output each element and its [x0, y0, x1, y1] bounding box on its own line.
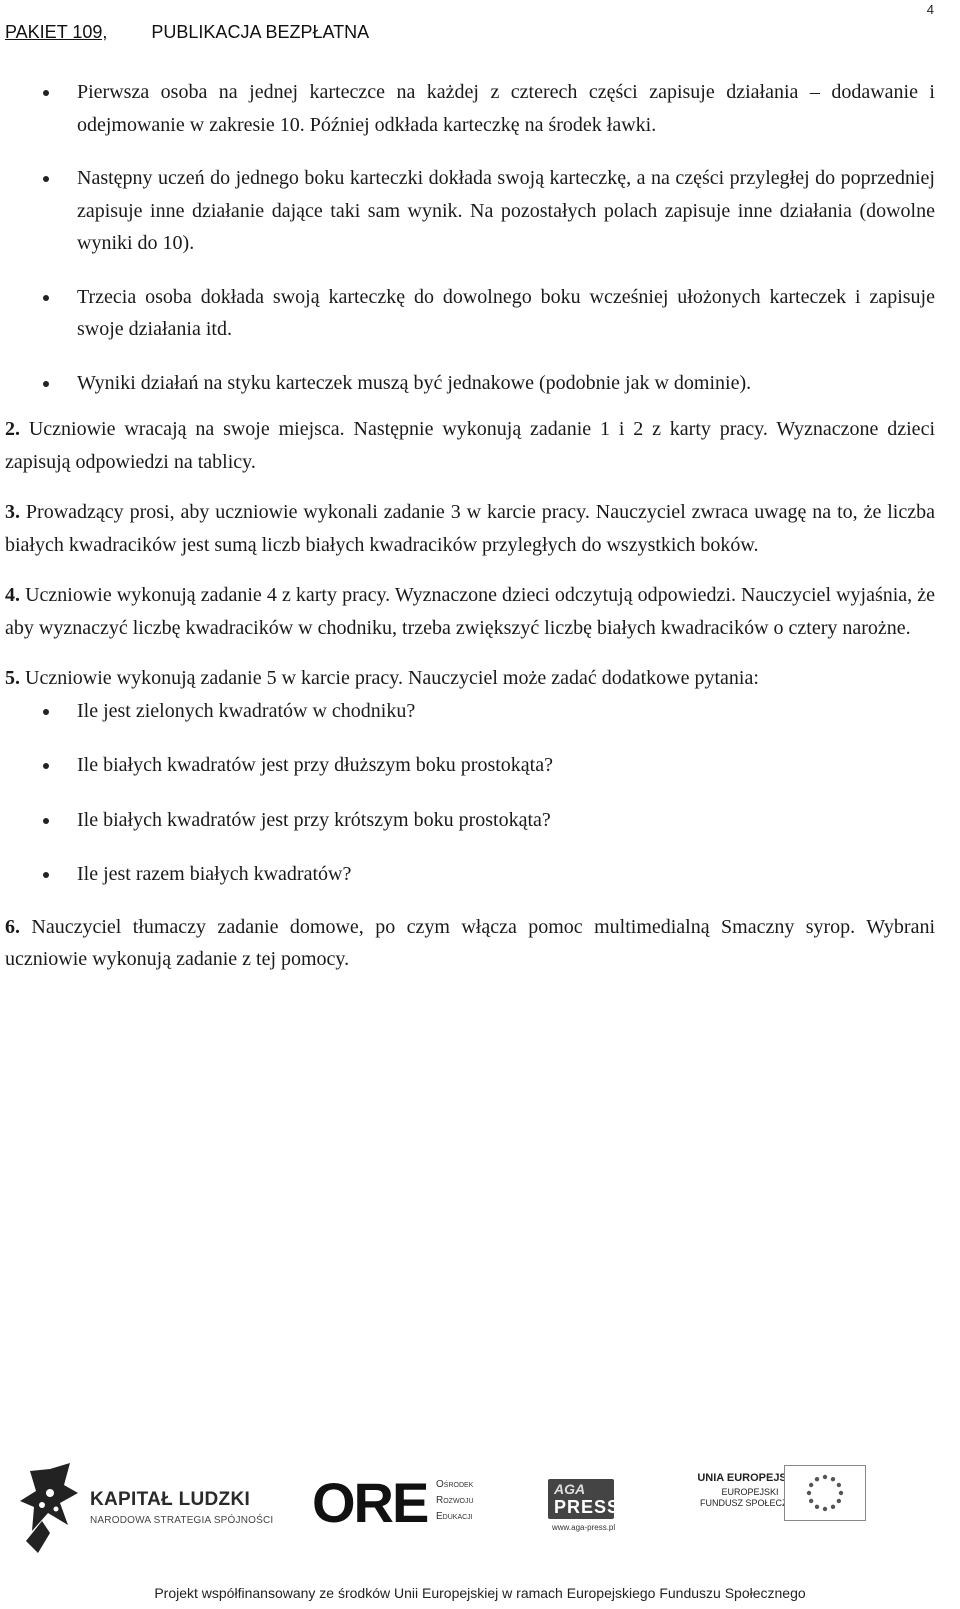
ore-line: Edukacji [436, 1511, 473, 1522]
list-item: Pierwsza osoba na jednej karteczce na każdej z czterech części zapisuje działania – dodawanie i odejmowanie w zakresie 10. Później odkłada karteczkę na środek ławki. [5, 76, 935, 141]
eu-star [809, 1499, 813, 1503]
footer-note: Projekt współfinansowany ze środków Unii Europejskiej w ramach Europejskiego Funduszu Społecznego [154, 1585, 806, 1601]
eu-star [815, 1477, 819, 1481]
eu-star [809, 1483, 813, 1487]
step-number: 5. [5, 667, 20, 689]
eu-flag-icon [784, 1465, 866, 1521]
step-text: Uczniowie wykonują zadanie 4 z karty pracy. Wyznaczone dzieci odczytują odpowiedzi. Nauczyciel wyjaśnia, że aby wyznaczyć liczbę kwadracików w chodniku, trzeba zwiększyć liczbę białych kwadracików o cztery narożne. [5, 584, 935, 639]
step-paragraph [5, 579, 935, 644]
page-number: 4 [926, 2, 934, 17]
ore-subtitle [436, 1477, 474, 1525]
eu-title: UNIA EUROPEJSKA [697, 1472, 803, 1484]
eu-star [839, 1491, 843, 1495]
questions-list [5, 695, 935, 891]
step-paragraph [5, 496, 935, 561]
eu-star [837, 1499, 841, 1503]
step-text: Prowadzący prosi, aby uczniowie wykonali zadanie 3 w karcie pracy. Nauczyciel zwraca uwagę na to, że liczba białych kwadracików jest sumą liczb białych kwadracików przyległych do wszystkich boków. [5, 501, 935, 556]
kapital-ludzki-title: KAPITAŁ LUDZKI [90, 1489, 251, 1510]
aga-mark: AGA [554, 1481, 586, 1497]
list-item: Ile białych kwadratów jest przy dłuższym boku prostokąta? [5, 749, 935, 782]
ore-logo [312, 1473, 492, 1543]
eu-star [807, 1491, 811, 1495]
ore-logo-text: ORE [312, 1471, 428, 1534]
document-body [5, 76, 935, 994]
kapital-ludzki-subtitle: NARODOWA STRATEGIA SPÓJNOŚCI [90, 1515, 274, 1526]
eu-star [831, 1477, 835, 1481]
list-item: Trzecia osoba dokłada swoją karteczkę do dowolnego boku wcześniej ułożonych karteczek i zapisuje swoje działania itd. [5, 281, 935, 346]
step-paragraph [5, 662, 935, 695]
list-item: Ile jest razem białych kwadratów? [5, 858, 935, 891]
kapital-ludzki-emblem-icon [20, 1463, 82, 1553]
aga-press-logo [548, 1479, 621, 1549]
eu-star [823, 1475, 827, 1479]
step-number: 2. [5, 418, 20, 440]
step-text: Nauczyciel tłumaczy zadanie domowe, po czym włącza pomoc multimedialną Smaczny syrop. Wybrani uczniowie wykonują zadanie z tej pomocy. [5, 915, 935, 970]
header-publication: PUBLIKACJA BEZPŁATNA [151, 22, 370, 42]
list-item: Wyniki działań na styku karteczek muszą być jednakowe (podobnie jak w dominie). [5, 367, 935, 400]
list-item: Ile białych kwadratów jest przy krótszym boku prostokąta? [5, 804, 935, 837]
aga-press-badge [548, 1479, 621, 1519]
ore-line: Ośrodek [436, 1479, 474, 1490]
eu-fund-line: FUNDUSZ SPOŁECZNY [699, 1498, 800, 1508]
step-paragraph [5, 413, 935, 478]
step-number: 3. [5, 501, 20, 523]
step-text: Uczniowie wykonują zadanie 5 w karcie pracy. Nauczyciel może zadać dodatkowe pytania: [20, 667, 759, 689]
list-item: Następny uczeń do jednego boku karteczki dokłada swoją karteczkę, a na części przyległej do poprzedniej zapisuje inne działanie dające taki sam wynik. Na pozostałych polach zapisuje inne działania (dowolne wyniki do 10). [5, 162, 935, 260]
step-number: 6. [5, 915, 20, 938]
eu-star [823, 1507, 827, 1511]
ore-line: Rozwoju [436, 1495, 474, 1506]
eu-logo [672, 1471, 942, 1551]
eu-star [831, 1505, 835, 1509]
eu-star [815, 1505, 819, 1509]
aga-press-text: PRESS [554, 1497, 621, 1517]
step-number: 4. [5, 584, 20, 606]
instructions-list [5, 76, 935, 399]
kapital-ludzki-logo [20, 1463, 300, 1553]
footer-logos [0, 1455, 960, 1609]
step-paragraph [5, 911, 935, 976]
eu-fund-line: EUROPEJSKI [721, 1487, 779, 1497]
step-text: Uczniowie wracają na swoje miejsca. Następnie wykonują zadanie 1 i 2 z karty pracy. Wyznaczone dzieci zapisują odpowiedzi na tablicy. [5, 418, 935, 473]
eu-star [837, 1483, 841, 1487]
document-header [5, 22, 369, 43]
header-pakiet: PAKIET 109, [5, 22, 108, 42]
list-item: Ile jest zielonych kwadratów w chodniku? [5, 695, 935, 728]
aga-url: www.aga-press.pl [552, 1523, 616, 1532]
